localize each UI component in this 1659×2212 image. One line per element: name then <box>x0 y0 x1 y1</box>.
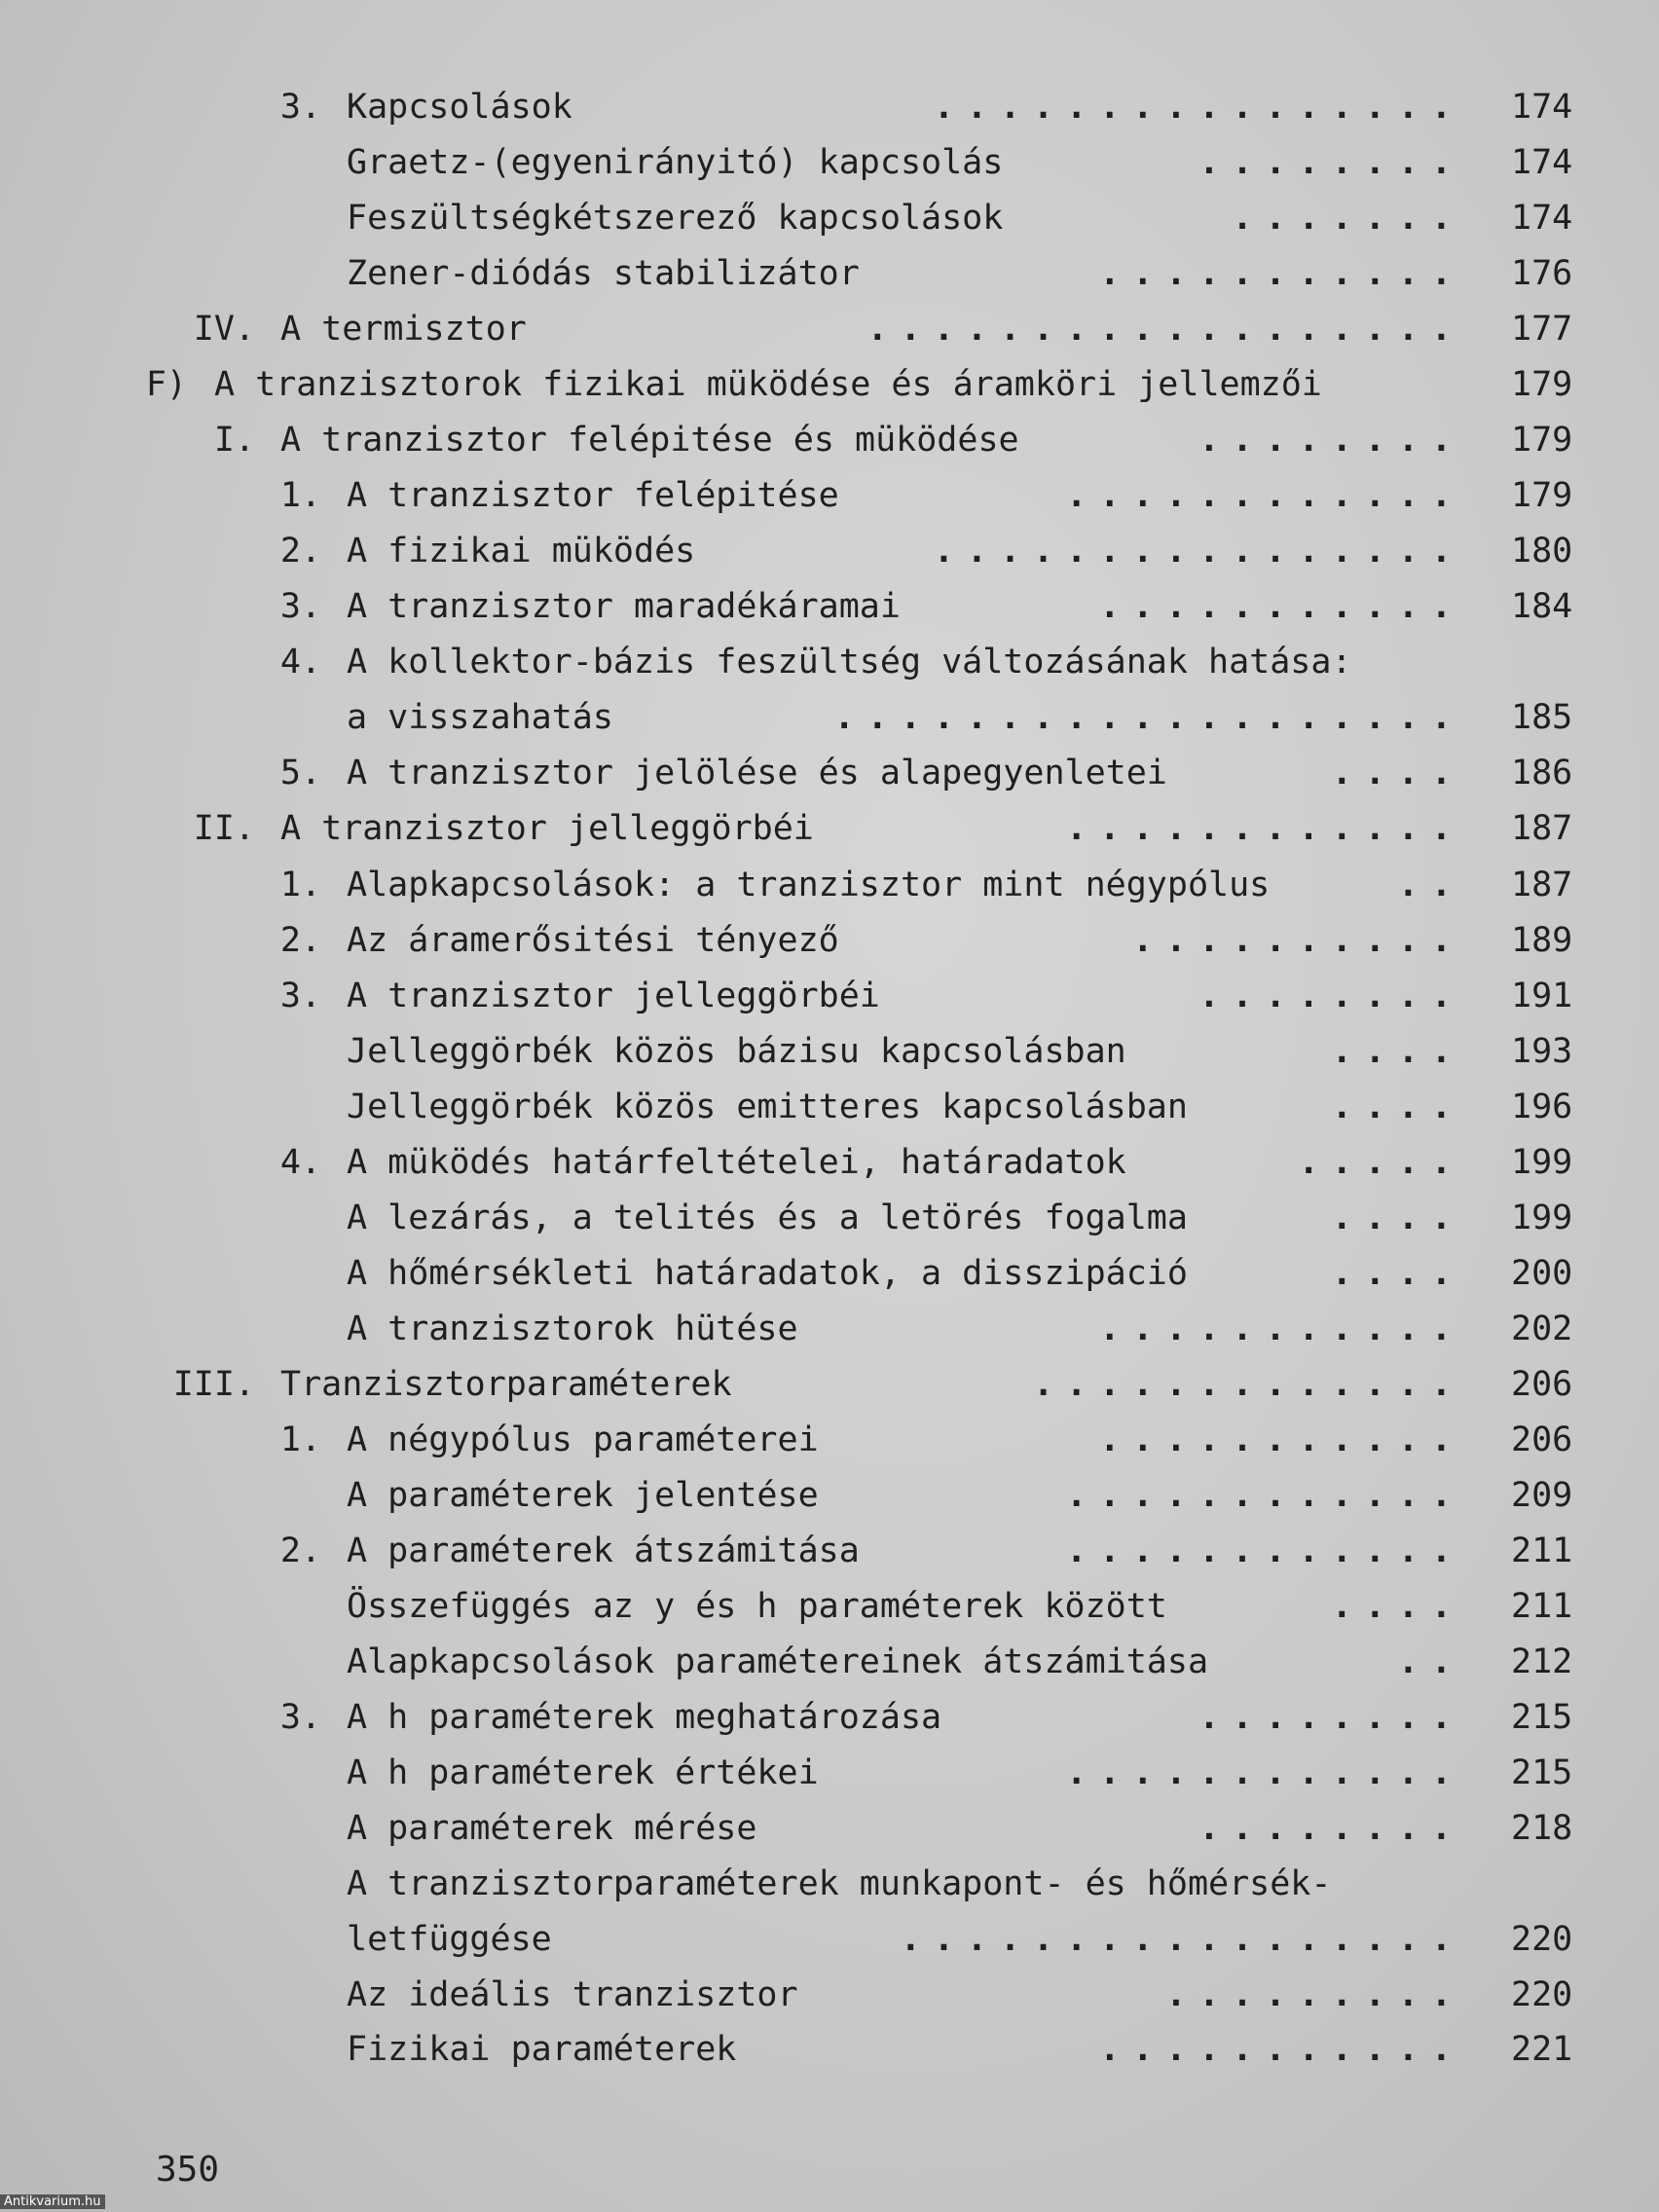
toc-entry-page: 174 <box>1511 88 1573 127</box>
watermark: Antikvarium.hu <box>0 2194 105 2209</box>
toc-entry-page: 187 <box>1511 809 1573 848</box>
toc-entry <box>0 252 1659 295</box>
toc-entry-page: 177 <box>1511 310 1573 349</box>
toc-entry-title: A termisztor <box>280 310 527 349</box>
toc-leader-dots: .... <box>1331 1032 1464 1071</box>
toc-entry-page: 186 <box>1511 754 1573 793</box>
toc-entry-title: Jelleggörbék közös emitteres kapcsolásban <box>347 1088 1188 1126</box>
toc-entry-page: 218 <box>1511 1809 1573 1848</box>
toc-entry-number: 2. <box>279 1531 321 1570</box>
toc-leader-dots: .... <box>1331 1198 1464 1237</box>
toc-entry-page: 199 <box>1511 1198 1573 1237</box>
toc-entry-title: A h paraméterek értékei <box>347 1753 819 1792</box>
toc-entry-number: I. <box>213 421 255 460</box>
toc-entry-title: Az ideális tranzisztor <box>347 1975 798 2014</box>
toc-entry-page: 179 <box>1511 476 1573 515</box>
toc-leader-dots: ........... <box>1099 1309 1464 1348</box>
toc-entry <box>0 641 1659 683</box>
toc-leader-dots: .. <box>1397 866 1464 904</box>
toc-entry-title: Fizikai paraméterek <box>347 2030 737 2069</box>
toc-entry-page: 199 <box>1511 1143 1573 1182</box>
toc-entry-page: 179 <box>1511 365 1573 404</box>
toc-leader-dots: ............ <box>1066 809 1464 848</box>
toc-leader-dots: ........ <box>1198 1698 1464 1737</box>
toc-entry <box>0 1585 1659 1628</box>
toc-leader-dots: ......... <box>1165 1975 1464 2014</box>
toc-entry <box>0 975 1659 1017</box>
toc-leader-dots: ........... <box>1099 587 1464 626</box>
toc-entry-page: 221 <box>1511 2030 1573 2069</box>
toc-entry <box>0 1030 1659 1073</box>
toc-entry-title: A müködés határfeltételei, határadatok <box>347 1143 1126 1182</box>
toc-entry <box>0 141 1659 184</box>
toc-leader-dots: ................. <box>900 1920 1464 1959</box>
toc-entry <box>0 1252 1659 1295</box>
toc-leader-dots: .... <box>1331 754 1464 793</box>
toc-leader-dots: ................... <box>833 698 1464 737</box>
toc-leader-dots: ....... <box>1232 199 1464 238</box>
toc-entry-title: A paraméterek átszámitása <box>347 1531 860 1570</box>
toc-entry-title: A tranzisztorok hütése <box>347 1309 798 1348</box>
toc-entry-number: 4. <box>279 1143 321 1182</box>
toc-entry-page: 193 <box>1511 1032 1573 1071</box>
toc-entry-title: Az áramerősitési tényező <box>347 921 839 960</box>
toc-entry-title: A tranzisztor felépitése és müködése <box>280 421 1019 460</box>
toc-entry <box>0 1918 1659 1961</box>
toc-entry <box>0 1141 1659 1184</box>
toc-entry <box>0 1419 1659 1461</box>
toc-leader-dots: ................ <box>933 532 1464 571</box>
toc-leader-dots: ............ <box>1066 1476 1464 1515</box>
toc-entry <box>0 308 1659 350</box>
toc-entry <box>0 1086 1659 1128</box>
toc-leader-dots: .................. <box>866 310 1464 349</box>
toc-entry-page: 202 <box>1511 1309 1573 1348</box>
toc-leader-dots: .... <box>1331 1088 1464 1126</box>
toc-entry <box>0 2028 1659 2071</box>
toc-entry-page: 215 <box>1511 1698 1573 1737</box>
toc-entry-number: IV. <box>193 310 255 349</box>
toc-entry-title: A tranzisztorparaméterek munkapont- és hőmérsék- <box>347 1864 1332 1903</box>
toc-entry-title: Alapkapcsolások: a tranzisztor mint négypólus <box>347 866 1271 904</box>
toc-entry-page: 187 <box>1511 866 1573 904</box>
toc-entry <box>0 530 1659 572</box>
toc-entry-number: F) <box>145 365 187 404</box>
toc-leader-dots: ........ <box>1198 977 1464 1015</box>
toc-entry-title: A tranzisztor jelleggörbéi <box>280 809 814 848</box>
toc-entry-page: 184 <box>1511 587 1573 626</box>
toc-entry-number: 4. <box>279 643 321 682</box>
toc-leader-dots: ........ <box>1198 1809 1464 1848</box>
toc-entry-page: 191 <box>1511 977 1573 1015</box>
toc-leader-dots: ........ <box>1198 421 1464 460</box>
toc-entry-title: Alapkapcsolások paramétereinek átszámitása <box>347 1642 1209 1681</box>
toc-entry <box>0 419 1659 461</box>
toc-entry-number: 5. <box>279 754 321 793</box>
toc-entry-title: Kapcsolások <box>347 88 572 127</box>
toc-entry-title: A kollektor-bázis feszültség változásának hatása: <box>347 643 1352 682</box>
toc-entry-page: 180 <box>1511 532 1573 571</box>
toc-leader-dots: .... <box>1331 1587 1464 1626</box>
toc-entry-title: Jelleggörbék közös bázisu kapcsolásban <box>347 1032 1126 1071</box>
toc-entry <box>0 1641 1659 1683</box>
toc-entry-number: 3. <box>279 587 321 626</box>
toc-leader-dots: ........... <box>1099 2030 1464 2069</box>
toc-entry-title: A h paraméterek meghatározása <box>347 1698 942 1737</box>
toc-entry <box>0 864 1659 906</box>
toc-entry-page: 211 <box>1511 1531 1573 1570</box>
toc-leader-dots: ............. <box>1033 1365 1464 1404</box>
toc-entry-title: Graetz-(egyenirányitó) kapcsolás <box>347 143 1004 182</box>
toc-entry-number: III. <box>172 1365 255 1404</box>
toc-entry-title: Tranzisztorparaméterek <box>280 1365 732 1404</box>
toc-entry-page: 176 <box>1511 254 1573 293</box>
toc-entry-page: 212 <box>1511 1642 1573 1681</box>
toc-entry-page: 189 <box>1511 921 1573 960</box>
toc-entry <box>0 1474 1659 1517</box>
toc-entry-number: 3. <box>279 88 321 127</box>
toc-entry-title: A fizikai müködés <box>347 532 696 571</box>
toc-entry <box>0 1363 1659 1406</box>
toc-entry-page: 220 <box>1511 1975 1573 2014</box>
toc-entry-number: 1. <box>279 476 321 515</box>
toc-leader-dots: ............ <box>1066 1753 1464 1792</box>
toc-entry <box>0 1751 1659 1794</box>
toc-entry-title: Feszültségkétszerező kapcsolások <box>347 199 1004 238</box>
toc-leader-dots: ........... <box>1099 1420 1464 1459</box>
toc-leader-dots: ................ <box>933 88 1464 127</box>
toc-entry-title: Összefüggés az y és h paraméterek között <box>347 1587 1167 1626</box>
toc-entry-page: 174 <box>1511 199 1573 238</box>
toc-entry-page: 206 <box>1511 1420 1573 1459</box>
page-number: 350 <box>156 2150 220 2190</box>
toc-entry-number: 3. <box>279 1698 321 1737</box>
toc-entry-title: A tranzisztor jelleggörbéi <box>347 977 880 1015</box>
toc-entry-page: 206 <box>1511 1365 1573 1404</box>
toc-entry <box>0 807 1659 850</box>
toc-entry-page: 209 <box>1511 1476 1573 1515</box>
toc-entry-title: Zener-diódás stabilizátor <box>347 254 860 293</box>
toc-entry-title: A tranzisztor maradékáramai <box>347 587 901 626</box>
toc-entry <box>0 696 1659 739</box>
toc-entry-title: A lezárás, a telités és a letörés fogalma <box>347 1198 1188 1237</box>
toc-entry-number: II. <box>193 809 255 848</box>
toc-entry-page: 211 <box>1511 1587 1573 1626</box>
toc-entry <box>0 1862 1659 1905</box>
toc-entry <box>0 585 1659 628</box>
toc-entry <box>0 197 1659 240</box>
toc-entry <box>0 363 1659 406</box>
toc-entry-number: 1. <box>279 1420 321 1459</box>
toc-entry-page: 196 <box>1511 1088 1573 1126</box>
toc-entry <box>0 474 1659 517</box>
toc-leader-dots: ............ <box>1066 476 1464 515</box>
toc-entry <box>0 919 1659 962</box>
toc-entry-title: A hőmérsékleti határadatok, a disszipáció <box>347 1254 1188 1293</box>
toc-leader-dots: ..... <box>1298 1143 1464 1182</box>
toc-entry-page: 174 <box>1511 143 1573 182</box>
toc-entry-page: 200 <box>1511 1254 1573 1293</box>
toc-leader-dots: .......... <box>1132 921 1464 960</box>
toc-entry <box>0 752 1659 794</box>
toc-entry <box>0 1807 1659 1850</box>
toc-entry-number: 1. <box>279 866 321 904</box>
toc-entry <box>0 1973 1659 2016</box>
toc-leader-dots: ........ <box>1198 143 1464 182</box>
toc-leader-dots: ............ <box>1066 1531 1464 1570</box>
toc-entry-number: 2. <box>279 532 321 571</box>
toc-entry-title: A tranzisztor jelölése és alapegyenletei <box>347 754 1167 793</box>
toc-entry-title: A tranzisztorok fizikai müködése és áramköri jellemzői <box>214 365 1322 404</box>
toc-entry-title: letfüggése <box>347 1920 552 1959</box>
toc-entry-title: a visszahatás <box>347 698 613 737</box>
toc-entry <box>0 1696 1659 1739</box>
toc-entry <box>0 86 1659 129</box>
toc-entry-number: 2. <box>279 921 321 960</box>
toc-entry-page: 220 <box>1511 1920 1573 1959</box>
toc-entry-page: 185 <box>1511 698 1573 737</box>
toc-entry-title: A paraméterek mérése <box>347 1809 757 1848</box>
toc-leader-dots: ........... <box>1099 254 1464 293</box>
toc-leader-dots: .. <box>1397 1642 1464 1681</box>
toc-entry <box>0 1530 1659 1572</box>
toc-entry <box>0 1197 1659 1239</box>
toc-entry-page: 215 <box>1511 1753 1573 1792</box>
toc-entry <box>0 1308 1659 1350</box>
toc-entry-number: 3. <box>279 977 321 1015</box>
toc-entry-page: 179 <box>1511 421 1573 460</box>
toc-entry-title: A tranzisztor felépitése <box>347 476 839 515</box>
toc-entry-title: A paraméterek jelentése <box>347 1476 819 1515</box>
toc-entry-title: A négypólus paraméterei <box>347 1420 819 1459</box>
toc-leader-dots: .... <box>1331 1254 1464 1293</box>
